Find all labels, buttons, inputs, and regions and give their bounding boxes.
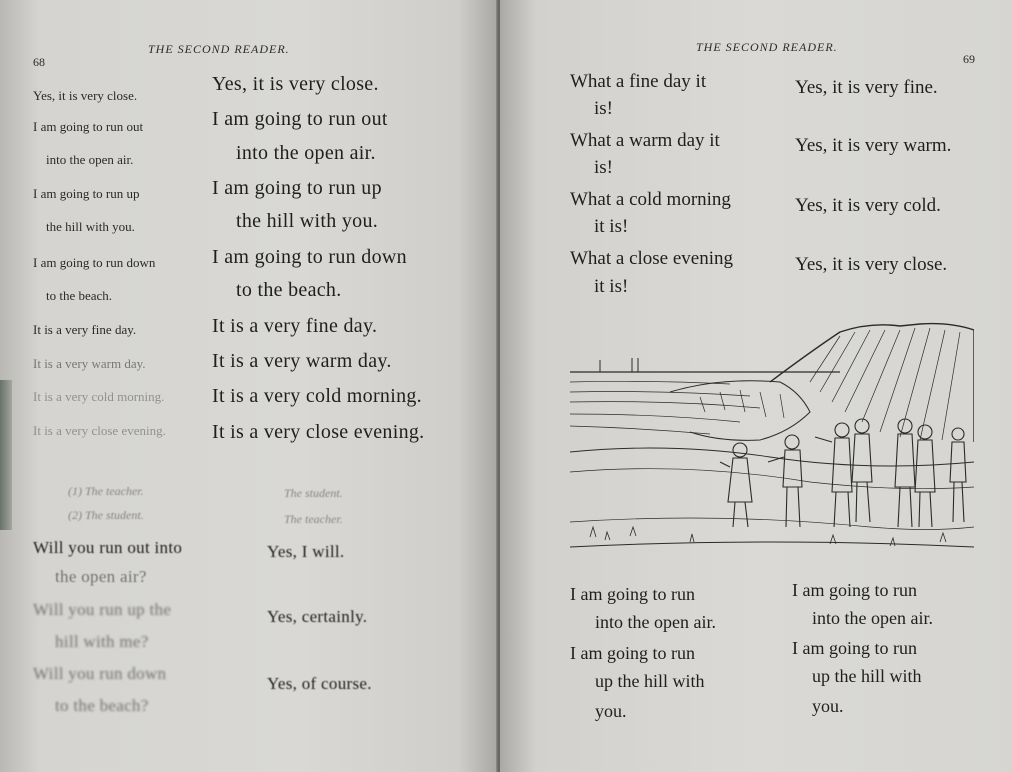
engraving-illustration bbox=[570, 322, 974, 562]
script-line: It is a very close evening. bbox=[33, 423, 166, 438]
dialogue-question: to the beach? bbox=[55, 696, 149, 715]
dialogue-answer: Yes, I will. bbox=[267, 542, 345, 561]
question-line: it is! bbox=[594, 276, 629, 297]
dialogue-answer: Yes, certainly. bbox=[267, 607, 368, 626]
bottom-line: up the hill with bbox=[595, 671, 705, 691]
script-line: to the beach. bbox=[46, 288, 113, 303]
bottom-line: into the open air. bbox=[812, 608, 933, 628]
print-line: to the beach. bbox=[236, 279, 342, 301]
question-line: it is! bbox=[594, 216, 629, 237]
script-line: I am going to run down bbox=[33, 255, 156, 270]
script-line: It is a very fine day. bbox=[33, 322, 137, 337]
answer-line: Yes, it is very warm. bbox=[795, 135, 952, 156]
bottom-line: you. bbox=[595, 701, 627, 721]
running-head: THE SECOND READER. bbox=[696, 40, 838, 54]
print-line: It is a very warm day. bbox=[212, 350, 392, 372]
print-line: the hill with you. bbox=[236, 210, 379, 232]
dialogue-question: Will you run down bbox=[33, 664, 167, 683]
bottom-line: I am going to run bbox=[792, 580, 917, 600]
dialogue-answer: Yes, of course. bbox=[267, 674, 372, 693]
script-line: Yes, it is very close. bbox=[33, 88, 138, 103]
script-line: the hill with you. bbox=[46, 219, 135, 234]
running-head: THE SECOND READER. bbox=[148, 42, 290, 56]
print-line: I am going to run down bbox=[212, 246, 407, 268]
script-line: I am going to run up bbox=[33, 186, 140, 201]
page-number: 69 bbox=[963, 52, 975, 66]
question-line: What a cold morning bbox=[570, 189, 731, 210]
answer-line: Yes, it is very fine. bbox=[795, 77, 938, 98]
left-page bbox=[0, 0, 498, 772]
print-line: I am going to run out bbox=[212, 108, 388, 130]
page-edge-shadow bbox=[0, 380, 12, 530]
answer-line: Yes, it is very close. bbox=[795, 254, 948, 275]
question-line: What a fine day it bbox=[570, 71, 707, 92]
print-line: It is a very fine day. bbox=[212, 315, 378, 337]
bottom-line: I am going to run bbox=[570, 584, 695, 604]
question-line: What a warm day it bbox=[570, 130, 720, 151]
bottom-line: you. bbox=[812, 696, 844, 716]
script-line: It is a very warm day. bbox=[33, 356, 146, 371]
print-line: I am going to run up bbox=[212, 177, 382, 199]
bottom-line: up the hill with bbox=[812, 666, 922, 686]
script-line: It is a very cold morning. bbox=[33, 389, 165, 404]
question-line: is! bbox=[594, 157, 613, 178]
dialogue-question: Will you run up the bbox=[33, 600, 172, 619]
dialogue-question: hill with me? bbox=[55, 632, 149, 651]
print-line: into the open air. bbox=[236, 142, 376, 164]
question-line: is! bbox=[594, 98, 613, 119]
role-label: (1) The teacher. bbox=[68, 484, 144, 498]
script-line: I am going to run out bbox=[33, 119, 144, 134]
print-line: Yes, it is very close. bbox=[212, 73, 379, 95]
role-label: The teacher. bbox=[284, 512, 343, 526]
answer-line: Yes, it is very cold. bbox=[795, 195, 941, 216]
bottom-line: I am going to run bbox=[570, 643, 695, 663]
bottom-line: I am going to run bbox=[792, 638, 917, 658]
bottom-line: into the open air. bbox=[595, 612, 716, 632]
print-line: It is a very close evening. bbox=[212, 421, 425, 443]
dialogue-question: Will you run out into bbox=[33, 538, 183, 557]
role-label: (2) The student. bbox=[68, 508, 144, 522]
question-line: What a close evening bbox=[570, 248, 734, 269]
role-label: The student. bbox=[284, 486, 343, 500]
print-line: It is a very cold morning. bbox=[212, 385, 422, 407]
script-line: into the open air. bbox=[46, 152, 134, 167]
dialogue-question: the open air? bbox=[55, 567, 147, 586]
page-number: 68 bbox=[33, 55, 45, 69]
